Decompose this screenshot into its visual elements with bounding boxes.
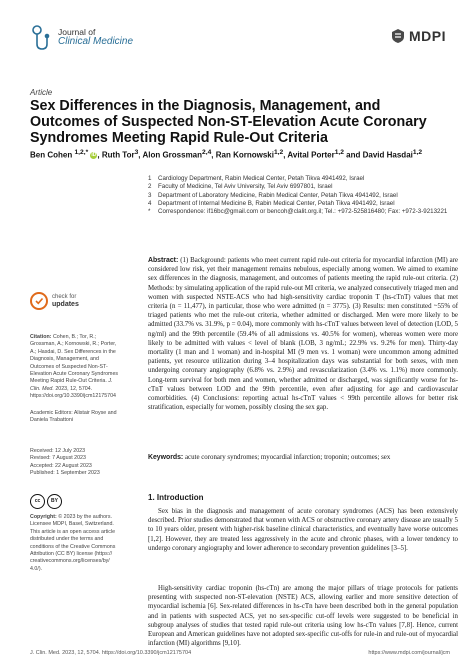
- check-updates-icon: [30, 292, 48, 310]
- journal-name-line1: Journal of: [58, 27, 96, 37]
- copyright-block: [30, 514, 122, 573]
- affiliation-number: 2: [148, 183, 152, 191]
- author-affil: 1,2: [273, 149, 284, 156]
- citation-block: [30, 334, 122, 401]
- author-affil: 3: [134, 149, 139, 156]
- affiliation-item: [148, 208, 458, 216]
- article-type: Article: [30, 88, 53, 97]
- author-name: Ran Kornowski: [215, 150, 274, 160]
- author-name: David Hasdai: [362, 150, 413, 160]
- abstract: [148, 256, 458, 412]
- author-name: Ruth Tor: [101, 150, 135, 160]
- abstract-text: (1) Background: patients who meet current rapid rule-out criteria for myocardial infarction (MI) are considered low risk, yet their management remains nebulous, especially among women. We aimed to examine sex differences in the diagnosis, management, and outcomes of patients meeting the rapid rule-out criteria. (2) Methods: by simulating application of the rapid rule-out MI criteria, we analyzed consecutively triaged men and women with suspected NSTE-ACS who had high-sensitivity cardiac troponin T (hs-cTnT) values that met criteria (n = 11,477), in particular, those who were admitted (n = 3775). (3) Results: men constituted ~55% of triaged patients who met the rule-out criteria, whether admitted or discharged. Men were more likely to be admitted (33.7% vs. 31.9%, p = 0.04), more commonly with hs-cTnT values between level of detection (LOD, 5 ng/ml) and the 99th percentile (59.4% of all admissions vs. 40.5% for women), whereas women were more likely to be admitted with values < level of blank (LOB, 3 ng/mL; 22.9% vs. 9.2% for men). Thirty-day mortality (1 man and 1 woman) and in-hospital MI (9 men vs. 1 woman) were uncommon among admitted patients, yet resource utilization during 3–4 hospitalization days was substantial for both sexes, with men undergoing coronary angiography (6.8% vs. 2.9%) and revascularization (3.4% vs. 1.1%) more commonly. Long-term survival for both men and women, whether admitted or discharged, was significantly worse for hs-cTnT values between LOD and the 99th percentile, even after adjusting for age and cardiovascular comorbidities. (4) Conclusions: reporting actual hs-cTnT values < 99th percentile allows for better risk stratification, especially for women, possibly closing the sex gap.: [148, 257, 458, 412]
- footer-journal-url[interactable]: https://www.mdpi.com/journal/jcm: [368, 650, 450, 656]
- author-affil: 1,2: [412, 149, 423, 156]
- section-heading: 1. Introduction: [148, 493, 204, 502]
- cc-by-license-icon[interactable]: [30, 494, 74, 509]
- mdpi-logo: [390, 28, 446, 44]
- citation-journal: J. Clin. Med.: [30, 378, 113, 392]
- author-affil: 2,4: [202, 149, 212, 156]
- affiliation-number: 1: [148, 175, 152, 182]
- author-affil: 1,2: [334, 149, 344, 156]
- keywords-text: acute coronary syndromes; myocardial infarction; troponin; outcomes; sex: [184, 454, 391, 461]
- keywords: [148, 453, 458, 462]
- date-received: Received: 12 July 2023: [30, 448, 86, 454]
- journal-logo-icon: [30, 24, 52, 52]
- journal-name-line2: Clinical Medicine: [58, 36, 134, 47]
- affiliation-item: [148, 200, 458, 208]
- affiliation-text: Department of Laboratory Medicine, Rabin Medical Center, Petah Tikva 4941492, Israel: [158, 191, 398, 199]
- orcid-icon[interactable]: iD: [91, 152, 97, 159]
- date-revised: Revised: 7 August 2023: [30, 455, 86, 462]
- copyright-label: Copyright:: [30, 514, 57, 520]
- affiliation-item: [148, 175, 458, 183]
- affiliation-text: Cardiology Department, Rabin Medical Center, Petah Tikva 4941492, Israel: [158, 175, 365, 182]
- check-for-updates-button[interactable]: [30, 290, 110, 312]
- check-updates-line1: check for: [52, 293, 77, 300]
- date-accepted: Accepted: 22 August 2023: [30, 462, 92, 469]
- citation-text: Cohen, B.; Tor, R.; Grossman, A.; Kornowski, R.; Porter, A.; Hasdai, D. Sex Differences in the Diagnosis, Management, and Outcomes of Suspected Non-ST-Elevation Acute Coronary Syndromes Meeting Rapid Rule-Out Criteria.: [30, 334, 119, 385]
- article-title: Sex Differences in the Diagnosis, Management, and Outcomes of Suspected Non-ST-Elevation Acute Coronary Syndromes Meeting Rapid Rule-Out Criteria: [30, 98, 427, 146]
- affiliations: [148, 175, 458, 216]
- affiliation-text: Faculty of Medicine, Tel Aviv University, Tel Aviv 6997801, Israel: [158, 183, 333, 191]
- academic-editors: Academic Editors: Alistair Royse and Daniela Trabattoni: [30, 410, 117, 424]
- affiliation-number: 4: [148, 199, 152, 207]
- affiliation-text: Department of Internal Medicine B, Rabin Medical Center, Petah Tikva 4941492, Israel: [158, 199, 395, 207]
- keywords-label: Keywords:: [148, 454, 184, 461]
- intro-paragraph-2: High-sensitivity cardiac troponin (hs-cTn) are among the major pillars of triage protocols for patients presenting with suspected non-ST-elevation (NSTE) ACS, allowing earlier and more sensitive detection of myocardial ischemia [6]. Sex-related differences in hs-cTn have been described both in the general population and in patients with suspected ACS, yet no sex-specific cut-off levels were suggested to be beneficial in subgroup analyses of studies that tested rapid rule-out criteria using low hs-cTn values [7,8]. Hence, current European and American guidelines have not adopted sex-specific cut-offs for rule-in and rule-out of myocardial infarction (MI) algorithms [9,10].: [148, 585, 458, 648]
- page-footer: [30, 650, 450, 656]
- citation-label: Citation:: [30, 334, 52, 340]
- check-updates-label: [52, 294, 79, 309]
- author-name: Alon Grossman: [142, 150, 203, 160]
- footer-citation[interactable]: J. Clin. Med. 2023, 12, 5704. https://doi.org/10.3390/jcm12175704: [30, 650, 192, 656]
- by-icon: BY: [47, 494, 62, 509]
- author-affil: 1,2,*: [74, 149, 89, 156]
- citation-ref[interactable]: 2023, 12, 5704. https://doi.org/10.3390/jcm12175704: [30, 385, 116, 400]
- check-updates-line2: updates: [52, 300, 79, 308]
- abstract-label: Abstract:: [148, 257, 179, 264]
- cc-icon: cc: [30, 494, 45, 509]
- affiliation-item: [148, 183, 458, 191]
- intro-paragraph-1: Sex bias in the diagnosis and management of acute coronary syndromes (ACS) has been extensively described. Prior studies demonstrated that women with ACS or obstructive coronary artery disease are usually 5 to 10 years older, present with higher-risk baseline clinical characteristics, and eventually have worse outcomes [1,2]. However, they are treated less aggressively in the acute and chronic phases, with a lower tendency to undergo coronary angiography and lower adherence to secondary prevention guidelines [3–5].: [148, 508, 458, 552]
- author-name: Ben Cohen: [30, 150, 73, 160]
- journal-name: [58, 27, 133, 47]
- article-dates: [30, 448, 122, 478]
- date-published: Published: 1 September 2023: [30, 470, 100, 477]
- affiliation-text: Correspondence: if16bc@gmail.com or bencoh@clalit.org.il; Tel.: +972-525816480; Fax: +972-3-9213221: [158, 208, 448, 216]
- affiliation-item: [148, 192, 458, 200]
- mdpi-shield-icon: [390, 28, 406, 44]
- affiliation-number: *: [148, 208, 151, 216]
- publisher-name: MDPI: [409, 28, 446, 44]
- copyright-text: © 2023 by the authors. Licensee MDPI, Basel, Switzerland. This article is an open access article distributed under the terms and conditions of the Creative Commons Attribution (CC BY) license (https:// creativecommons.org/licenses/by/ 4.0/).: [30, 514, 116, 572]
- affiliation-number: 3: [148, 191, 152, 199]
- author-list: Ben Cohen $^{1,2,*}$ iD, Ruth Tor$^3$, Alon Grossman$^{2,4}$, Ran Kornowski$^{1,2}$, Avital Porter$^{1,2}$ and David Hasdai$^{1,2}$: [30, 149, 423, 160]
- author-name: Avital Porter: [287, 150, 335, 160]
